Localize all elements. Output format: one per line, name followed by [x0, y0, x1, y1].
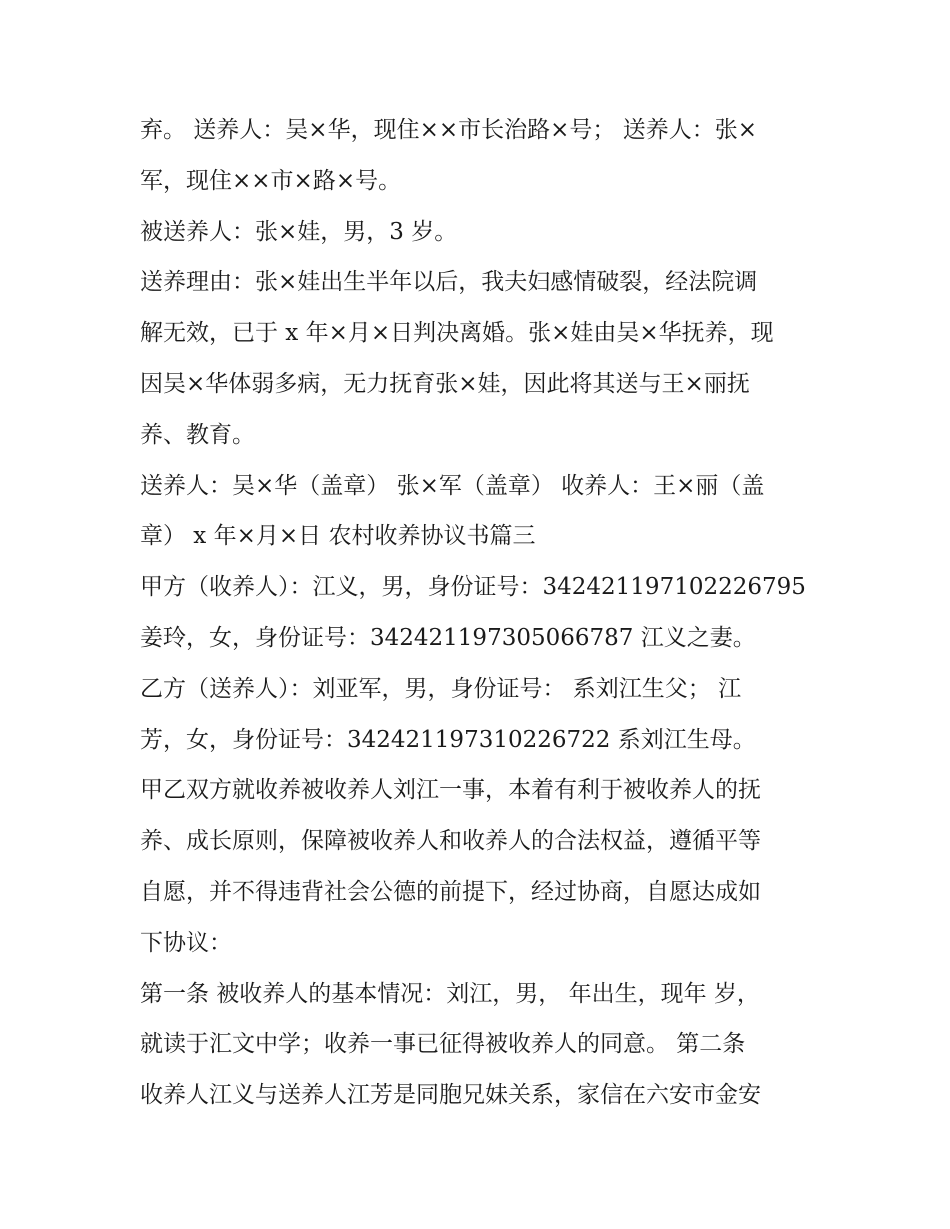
text-line: 乙方（送养人）：刘亚军，男，身份证号： 系刘江生父； 江 — [140, 675, 742, 702]
text-line: 养、教育。 — [140, 421, 255, 448]
text-line: 第一条 被收养人的基本情况：刘江，男， 年出生，现年 岁， — [140, 980, 760, 1007]
text-line: 养、成长原则，保障被收养人和收养人的合法权益，遵循平等 — [140, 828, 761, 855]
text-line: 被送养人：张×娃，男，3 岁。 — [140, 218, 458, 245]
text-line: 就读于汇文中学；收养一事已征得被收养人的同意。 第二条 — [140, 1031, 746, 1058]
text-line: 姜玲，女，身份证号：342421197305066787 江义之妻。 — [140, 624, 756, 651]
text-line: 送养人：吴×华（盖章） 张×军（盖章） 收养人：王×丽（盖 — [140, 472, 765, 499]
text-line: 收养人江义与送养人江芳是同胞兄妹关系，家信在六安市金安 — [140, 1082, 761, 1109]
text-line: 章） x 年×月×日 农村收养协议书篇三 — [140, 523, 536, 550]
document-body — [140, 105, 830, 1121]
text-line: 弃。 送养人：吴×华，现住××市长治路×号； 送养人：张× — [140, 117, 757, 143]
text-line: 军，现住××市×路×号。 — [140, 167, 402, 194]
text-line: 甲乙双方就收养被收养人刘江一事，本着有利于被收养人的抚 — [140, 777, 761, 804]
text-line: 送养理由：张×娃出生半年以后，我夫妇感情破裂，经法院调 — [140, 269, 758, 296]
text-line: 芳，女，身份证号：342421197310226722 系刘江生母。 — [140, 726, 756, 753]
text-line: 甲方（收养人）：江义，男，身份证号：342421197102226795 — [140, 574, 806, 601]
text-line: 自愿，并不得违背社会公德的前提下，经过协商，自愿达成如 — [140, 878, 761, 905]
text-line: 因吴×华体弱多病，无力抚育张×娃，因此将其送与王×丽抚 — [140, 370, 750, 397]
text-line: 下协议： — [140, 929, 232, 956]
text-line: 解无效，已于 x 年×月×日判决离婚。张×娃由吴×华抚养，现 — [140, 320, 774, 347]
